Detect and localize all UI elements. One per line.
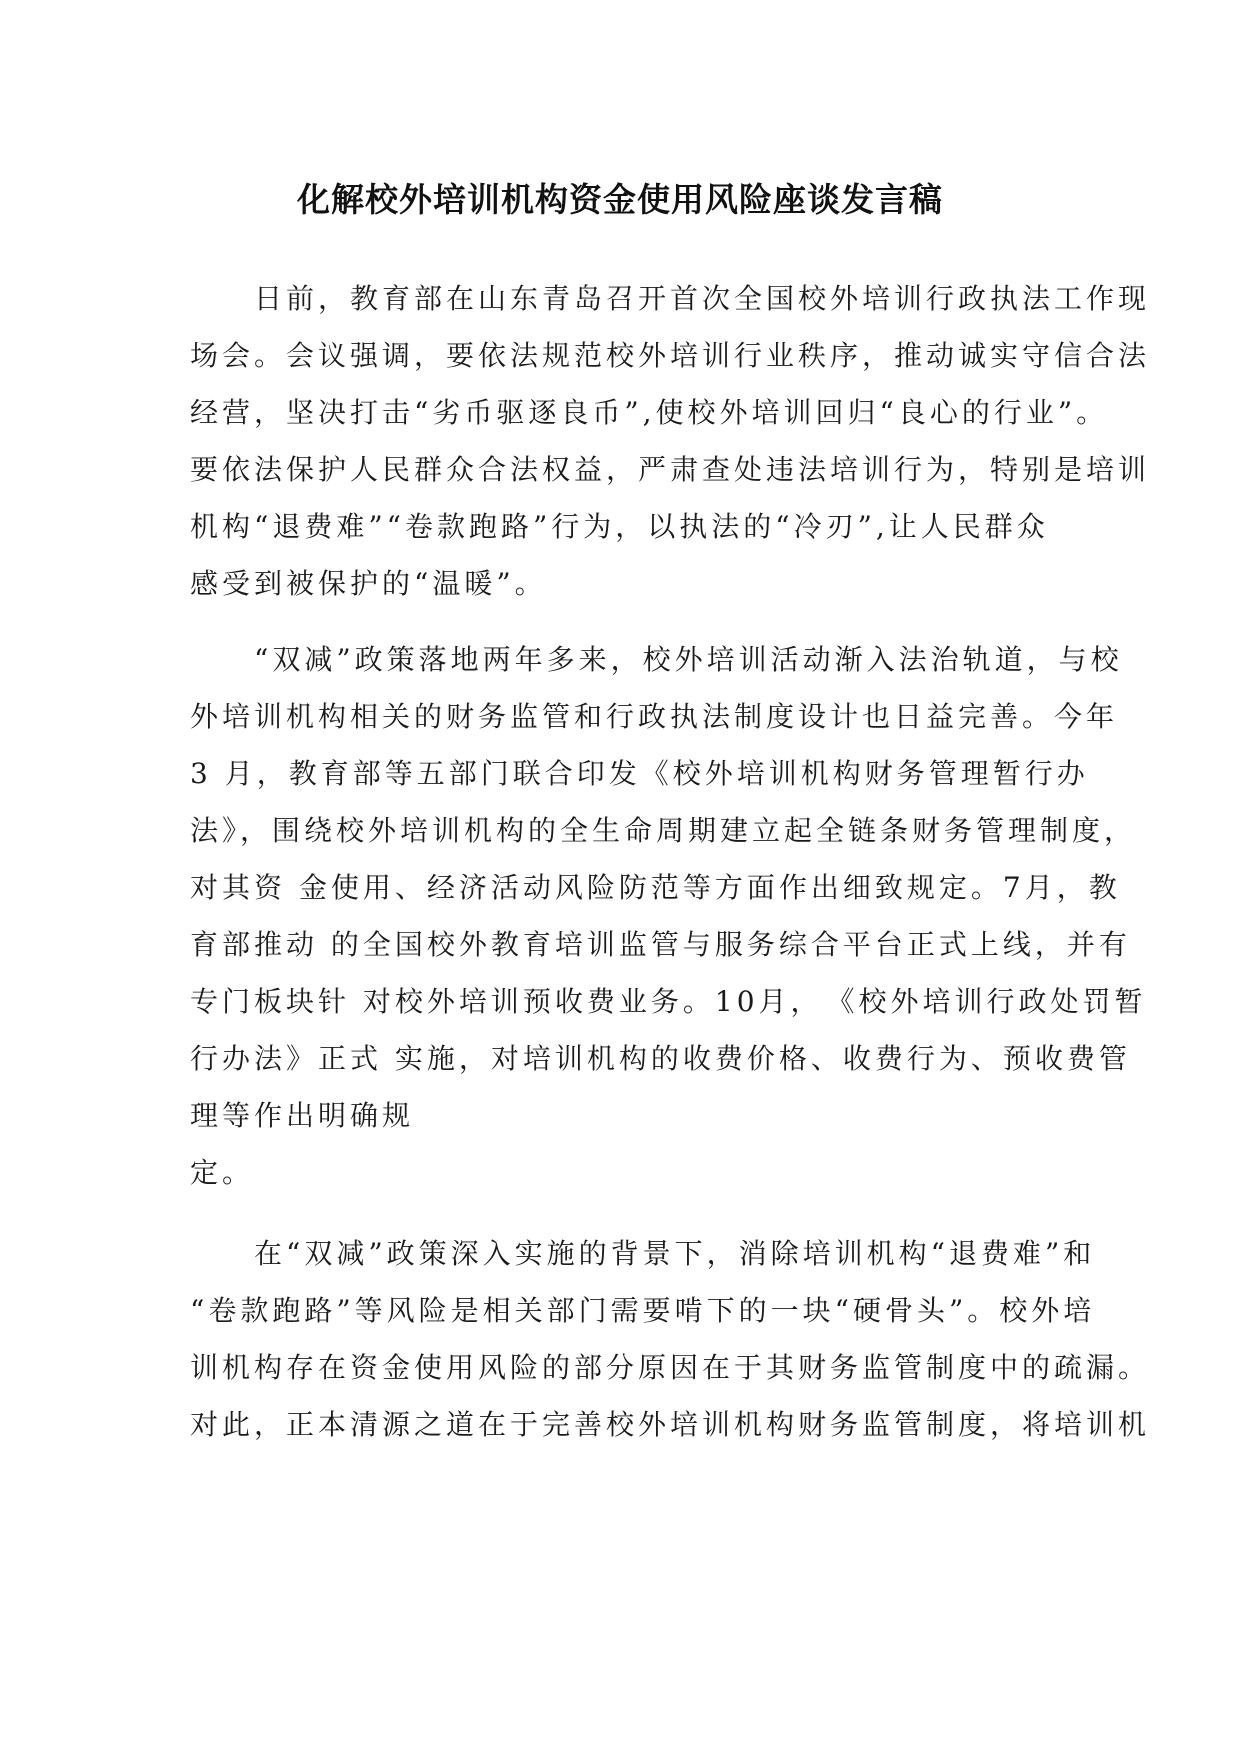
text-line: 日前，教育部在山东青岛召开首次全国校外培训行政执法工作现 xyxy=(190,282,1151,315)
text-line: 理等作出明确规 xyxy=(190,1099,415,1132)
document-title: 化解校外培训机构资金使用风险座谈发言稿 xyxy=(297,180,943,219)
text-line: 训机构存在资金使用风险的部分原因在于其财务监管制度中的疏漏。 xyxy=(190,1351,1151,1384)
paragraph-3 xyxy=(190,1225,1151,1453)
paragraph-1 xyxy=(190,270,1151,612)
paragraph-2 xyxy=(190,631,1147,1201)
text-line: 感受到被保护的“温暖”。 xyxy=(190,567,547,600)
text-line: 在“双减”政策深入实施的背景下，消除培训机构“退费难”和 xyxy=(190,1237,1096,1270)
text-line: 经营，坚决打击“劣币驱逐良币”,使校外培训回归“良心的行业”。 xyxy=(190,396,1109,429)
text-line: 行办法》正式 实施，对培训机构的收费价格、收费行为、预收费管 xyxy=(190,1042,1131,1075)
text-line: 育部推动 的全国校外教育培训监管与服务综合平台正式上线，并有 xyxy=(190,928,1131,961)
text-line: 对此，正本清源之道在于完善校外培训机构财务监管制度，将培训机 xyxy=(190,1408,1151,1441)
text-line: 场会。会议强调，要依法规范校外培训行业秩序，推动诚实守信合法 xyxy=(190,339,1151,372)
text-line: 外培训机构相关的财务监管和行政执法制度设计也日益完善。今年 xyxy=(190,700,1119,733)
text-line: 3 月，教育部等五部门联合印发《校外培训机构财务管理暂行办 xyxy=(190,757,1089,790)
text-line: 机构“退费难”“卷款跑路”行为，以执法的“冷刃”,让人民群众 xyxy=(190,510,1049,543)
text-line: “双减”政策落地两年多来，校外培训活动渐入法治轨道，与校 xyxy=(190,643,1123,676)
text-line: 要依法保护人民群众合法权益，严肃查处违法培训行为，特别是培训 xyxy=(190,453,1151,486)
text-line: 法》，围绕校外培训机构的全生命周期建立起全链条财务管理制度， xyxy=(190,814,1137,847)
text-line: 专门板块针 对校外培训预收费业务。10月， 《校外培训行政处罚暂 xyxy=(190,985,1147,1018)
text-line: “卷款跑路”等风险是相关部门需要啃下的一块“硬骨头”。校外培 xyxy=(190,1294,1096,1327)
text-line: 对其资 金使用、经济活动风险防范等方面作出细致规定。7月，教 xyxy=(190,871,1121,904)
text-line: 定。 xyxy=(190,1156,255,1189)
